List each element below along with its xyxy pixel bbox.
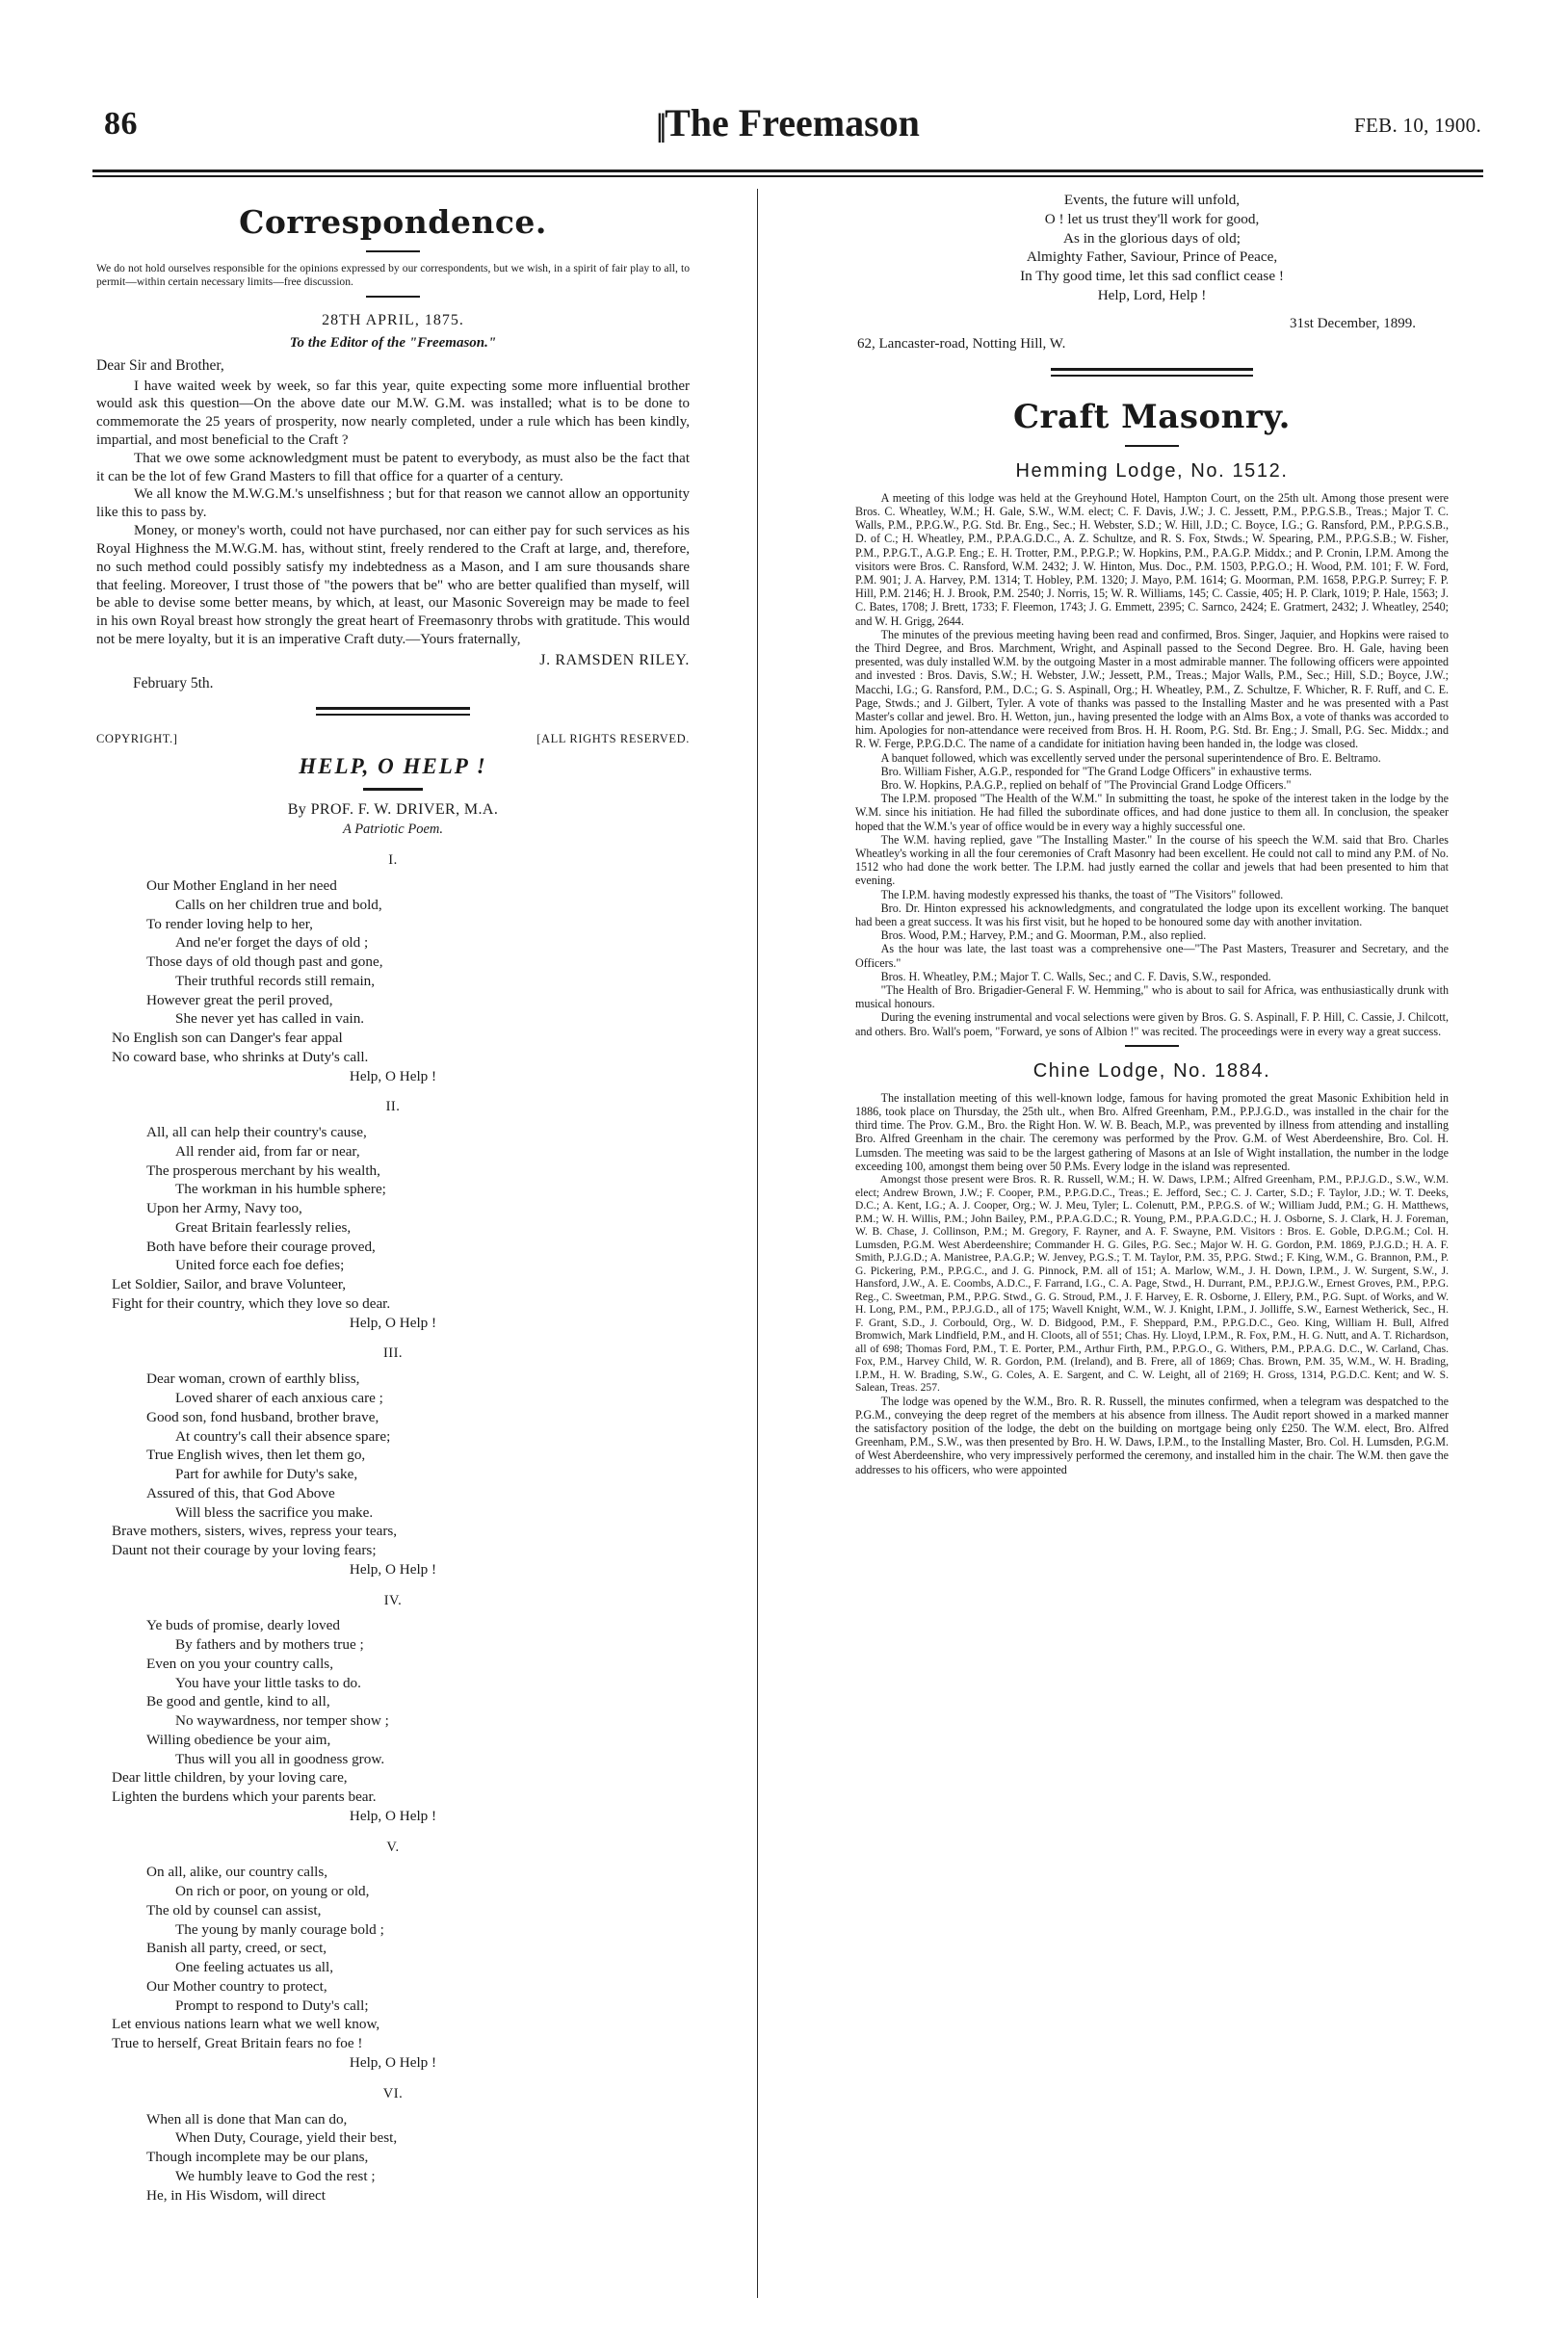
stanza [96,1370,690,1579]
poem-title-rule [363,788,423,791]
stanza-line: On all, alike, our country calls, [146,1864,328,1881]
stanza-line: Daunt not their courage by your loving fears; [112,1542,377,1559]
stanza-line: Willing obedience be your aim, [146,1731,331,1748]
correspondence-heading: Correspondence. [239,203,547,241]
stanza-line: Our Mother England in her need [146,877,337,895]
letter-salutation: Dear Sir and Brother, [96,357,224,375]
stanza [96,1616,690,1825]
stanza-line: At country's call their absence spare; [175,1427,391,1445]
stanza-line: Will bless the sacrifice you make. [175,1503,374,1521]
poem-byline: By PROF. F. W. DRIVER, M.A. [287,800,499,818]
stanza-number: IV. [383,1592,403,1608]
stanza-line: Prompt to respond to Duty's call; [175,1997,369,2014]
lodge-report-paragraph: The lodge was opened by the W.M., Bro. R. R. Russell, the minutes confirmed, when a telegram was despatched to the P.G.M., conveying the deep regret of the members at his absence from illness. The Audit report showed in a marked manner the satisfactory position of the lodge, the debt on the building on mortgage being only £250. The W.M. elect, Bro. Alfred Greenham, P.M., S.W., was then presented by Bro. H. W. Daws, I.P.M., to the Installing Master, Bro. Col. H. Lumsden, P.G.M. of West Aberdeenshire, who very impressively performed the ceremony, and installed him in the chair. The W.M. then gave the addresses to his officers, who were appointed [855,1394,1449,1476]
masthead [92,100,1483,154]
letter-end-rule [316,707,470,716]
stanza-line: Part for awhile for Duty's sake, [175,1466,358,1483]
letter-date: 28TH APRIL, 1875. [322,312,464,329]
stanza-line: We humbly leave to God the rest ; [175,2167,376,2184]
page-number: 86 [104,106,138,142]
stanza-line: The old by counsel can assist, [146,1901,322,1918]
stanza-refrain: Help, O Help ! [349,1067,437,1084]
stanza-line: The young by manly courage bold ; [175,1920,384,1938]
stanza-line: To render loving help to her, [146,915,313,932]
letter-signature: J. RAMSDEN RILEY. [539,651,690,668]
title-text: The Freemason [665,101,920,144]
editorial-disclaimer: We do not hold ourselves responsible for the opinions expressed by our correspondents, but we wish, in a spirit of fair play to all, to permit—within certain necessary limits—free discussion. [96,261,690,289]
craft-heading-rule [1125,445,1179,447]
stanza-line: When Duty, Courage, yield their best, [175,2129,398,2147]
stanza-line: Fight for their country, which they love so dear. [112,1294,391,1312]
stanza-line: Ye buds of promise, dearly loved [146,1617,340,1634]
copyright-notice: COPYRIGHT.] [96,731,178,745]
stanza-refrain: Help, O Help ! [349,1314,437,1331]
stanza-line: No waywardness, nor temper show ; [175,1712,389,1730]
stanza-line: True to herself, Great Britain fears no foe ! [112,2035,363,2052]
stanza-line: Their truthful records still remain, [175,972,376,989]
lodge-report-paragraph: The I.P.M. proposed "The Health of the W.M." In submitting the toast, he spoke of the interest taken in the lodge by the W.M. since his initiation. He had filled the subordinate offices, and had done justice to them all. In conclusion, the speaker hoped that the W.M.'s year of office would be in every way a highly successful one. [855,792,1449,833]
stanza-line: Our Mother country to protect, [146,1977,327,1995]
left-column [96,189,690,2205]
stanza-line: He, in His Wisdom, will direct [146,2186,326,2204]
stanza-number: V. [386,1839,400,1855]
rights-notice: [ALL RIGHTS RESERVED. [536,731,690,745]
stanza-line: However great the peril proved, [146,991,333,1008]
stanza [96,1123,690,1332]
stanza-line: Good son, fond husband, brother brave, [146,1408,379,1425]
letter-paragraph: Money, or money's worth, could not have purchased, nor can either pay for such services as his Royal Highness the M.W.G.M. has, without stint, freely rendered to the Craft at large, and, therefore, no such method could possibly satisfy my indebtedness as a Mason, and I am sure thousands share that feeling. Moreover, I trust those of "the powers that be" who are better qualified than myself, will be able to devise some better means, by which, at least, our Masonic Sovereign may be made to feel in his own Royal breast how strongly the great heart of Freemasonry throbs with gratitude. This would not be mere loyalty, but it is an imperative Craft duty.—Yours fraternally, [96,523,690,647]
lodge-report-paragraph: Bro. Dr. Hinton expressed his acknowledgments, and congratulated the lodge upon its excellent working. The banquet had been a great success. It was his first visit, but he hoped to be honoured some day with another invitation. [855,900,1449,928]
stanza-line: Though incomplete may be our plans, [146,2149,369,2166]
lodge-report-paragraph: Amongst those present were Bros. R. R. Russell, W.M.; H. W. Daws, I.P.M.; Alfred Greenham, P.M., P.P.J.G.D., S.W., W.M. elect; Andrew Brown, J.W.; F. Cooper, P.M., P.P.G.D.C., Treas.; E. Jefford, Sec.; C. J. Carter, S.D.; F. Taylor, J.D.; W. T. Deeks, D.C.; A. Kent, I.G.; A. J. Cooper, Org.; W. J. Meu, Tyler; L. Colenutt, P.M., P.P.G.S. of W.; William Judd, P.M.; G. H. Matthews, P.M.; W. H. Willis, P.M.; John Bailey, P.M., P.P.A.G.D.C.; R. Young, P.M., P.P.A.G.D.C.; H. J. Osborne, S. J. Clark, H. J. Foreman, W. B. Chase, J. Collinson, P.M.; M. Gregory, F. Rayner, and A. F. Swayne, P.M. Visitors : Bros. E. Goble, D.P.G.M.; Col. H. Lumsden, P.G.M. West Aberdeenshire; Commander H. G. Giles, P.G. Sec.; Major W. H. G. Gordon, P.M. 1869, P.J.G.D.; H. A. F. Smith, P.J.G.D.; A. Manistree, P.A.G.P.; W. Jenvey, P.G.S.; T. M. Taylor, P.M. 35, P.P.G. Stwd.; F. King, W.M., G. Brannon, P.M., P. G. Pickering, P.M., P.P.G.C., and J. G. Pinnock, P.M. all of 151; A. Marlow, W.M., J. H. Down, I.P.M., J. W. Surgent, S.W., J. Hansford, J.W., A. E. Coombs, A.D.C., F. Farrand, I.G., C. A. Page, Stwd., H. Durrant, P.M., P.P.J.G.W., Ernest Groves, P.M., P.P.G. Reg., C. Sweetman, P.M., P.P.G. Stwd., G. G. Stroud, P.M., J. F. Harvey, E. R. Osborne, J. Ellery, P.M., P.G. Supt. of Works, and W. H. Long, P.M., P.M., P.P.J.G.D., all of 175; Wavell Knight, W.M., W. J. Knight, I.P.M., J. Jolliffe, S.W., Earnest Wetherick, Sec., H. F. Grant, S.D., J. Corbould, Org., W. D. Bidgood, P.M., F. Sheppard, P.M., P.P.G.D.C., Geo. King, William H. Bull, Alfred Bromwich, Mark Lindfield, P.M., and H. Cloots, all of 551; Chas. Hy. Lloyd, I.P.M., R. Fox, P.M., H. G. Nutt, and A. T. Richardson, all of 698; Thomas Ford, P.M., T. E. Porter, P.M., Arthur Firth, P.M., P.P.G.O., G. Withers, P.M., P.P.A.G. D.C., W. Carland, Chas. Fox, P.M., Harvey Child, W. R. Gordon, P.M. (Ireland), and B. Frere, all of 1869; Chas. Brown, P.M. 35, W.M., W. H. Brading, I.P.M., H. W. Brading, S.W., G. Coles, A. E. Sargent, and C. W. Leight, all of 2169; H. Gross, 1314, P.G.D.C. Kent; and W. S. Salean, Treas. 257. [855,1173,1449,1395]
poem-line: As in the glorious days of old; [1063,229,1241,247]
letter-sign-date: February 5th. [133,674,214,692]
title-bar-glyph: || [656,108,664,144]
lodge-report-paragraph: A meeting of this lodge was held at the Greyhound Hotel, Hampton Court, on the 25th ult. Among those present were Bros. C. Wheatley, W.M.; H. Gale, S.W., W.M. elect; C. F. Davis, J.W.; J. C. Jessett, P.M., P.P.G.S.B., Treas.; Major T. C. Walls, P.M., P.P.G.W., P.G. Std. Br. Eng., Sec.; H. Webster, S.D.; W. Hill, J.D.; C. Boyce, I.G.; G. Ransford, P.M., P.P.G.S.B., D. of C.; H. Wheatley, P.M., P.P.A.G.D.C., A. Z. Schultze, and R. S. Fox, Stwds.; W. Spearing, P.M., P.P.G.S.B.; W. Fisher, P.M., P.P.G.T., A.G.P. Eng.; E. H. Trotter, P.M., P.P.G.P.; W. Hopkins, P.M., P.A.G.P. Middx.; and P. Cronin, I.P.M. Among the visitors were Bros. C. Ransford, W.M. 2432; J. W. Hinton, Mus. Doc., P.M. 1503, P.P.G.O.; H. Wood, P.M. 101; F. W. Ford, P.M. 901; J. A. Harvey, P.M. 1314; T. Hobley, P.M. 1320; J. Mayo, P.M. 1614; G. Moorman, P.M. 1658, P.P.G.P. Surrey; F. P. Hill, P.M. 2146; H. J. Brook, P.M. 2540; J. Norris, 15; W. R. Williams, 145; C. Cassie, 405; H. P. Clark, 1019; P. Hale, 1563; J. C. Bates, 1708; J. Brett, 1733; F. Fleemon, 1743; J. G. Emmett, 2395; C. Sarnco, 2424; E. Gratmert, 2432; J. Wheatley, 2540; and W. H. Grigg, 2644. [855,490,1449,628]
lodge-heading: Chine Lodge, No. 1884. [1032,1059,1271,1082]
stanza-line: Banish all party, creed, or sect, [146,1940,327,1957]
poem-address: 62, Lancaster-road, Notting Hill, W. [857,336,1066,352]
stanza-line: You have your little tasks to do. [175,1674,361,1691]
poem-subtitle: A Patriotic Poem. [342,822,444,838]
stanza [96,2110,690,2205]
poem-line: Almighty Father, Saviour, Prince of Peace, [1026,248,1278,266]
stanza-line: And ne'er forget the days of old ; [175,934,369,952]
publication-title [92,100,1483,145]
stanza-line: Both have before their courage proved, [146,1238,376,1255]
lodge-report-paragraph: Bro. William Fisher, A.G.P., responded for "The Grand Lodge Officers" in exhaustive terms. [880,764,1313,778]
craft-section-rule [1051,368,1253,377]
stanza-line: True English wives, then let them go, [146,1447,366,1464]
lodge-reports [855,458,1449,1476]
stanza-line: Calls on her children true and bold, [175,896,382,913]
lodge-report-paragraph: The W.M. having replied, gave "The Installing Master." In the course of his speech the W.M. said that Bro. Charles Wheatley's working in all the four ceremonies of Craft Masonry had been excellent. He could not call to mind any P.M. of No. 1512 who had done the work better. The I.P.M. had justly earned the collar and jewels that had been presented to him that evening. [855,832,1449,888]
stanza-line: Let envious nations learn what we well know, [112,2016,380,2033]
poem-line: Events, the future will unfold, [1063,192,1241,208]
issue-date: FEB. 10, 1900. [1354,114,1481,137]
stanza-line: Loved sharer of each anxious care ; [175,1390,383,1407]
stanza-line: All render aid, from far or near, [175,1142,360,1160]
stanza-line: Thus will you all in goodness grow. [175,1750,385,1767]
stanza-line: One feeling actuates us all, [175,1959,334,1976]
stanza-line: All, all can help their country's cause, [146,1124,367,1141]
stanza-number: I. [388,852,398,869]
poem-date: 31st December, 1899. [1289,315,1416,331]
lodge-report-paragraph: Bro. W. Hopkins, P.A.G.P., replied on behalf of "The Provincial Grand Lodge Officers." [880,777,1292,792]
letter-addressee: To the Editor of the "Freemason." [289,334,497,351]
stanza-line: Upon her Army, Navy too, [146,1200,302,1217]
lodge-heading: Hemming Lodge, No. 1512. [1015,459,1289,482]
poem-continuation [855,191,1449,305]
lodge-report-paragraph: The installation meeting of this well-known lodge, famous for having promoted the great Masonic Exhibition held in 1886, took place on Thursday, the 25th ult., when Bro. Alfred Greenham, P.M., P.P.J.G.D., was installed in the chair for the third time. The Prov. G.M., Bro. the Right Hon. W. W. B. Beach, M.P., was prevented by illness from attending and installing Bro. Alfred Greenham in the chair. The ceremony was performed by the Prov. G.M. of West Aberdeenshire, Bro. Col. H. Lumsden. The meeting was said to be the largest gathering of Masons at an Isle of Wight installation, the number in the lodge exceeding 100, amongst them being over 50 P.Ms. Every lodge in the island was represented. [855,1090,1449,1173]
stanza-line: Even on you your country calls, [146,1655,334,1672]
stanza-line: United force each foe defies; [175,1257,345,1274]
right-column [855,189,1449,1476]
stanza-line: Brave mothers, sisters, wives, repress your tears, [112,1523,398,1540]
lodge-report-paragraph: The minutes of the previous meeting having been read and confirmed, Bros. Singer, Jaquier, and Hopkins were raised to the Third Degree, and Bros. Marchment, Wright, and Aspinall passed to the Second Degree. Bro. H. Gale, having been presented, was duly installed W.M. by the outgoing Master in a most admirable manner. The following officers were appointed and invested : Bros. Davis, S.W.; H. Webster, J.W.; Jessett, P.M., Treas.; Major Walls, P.M., Sec.; Hill, S.D.; Boyce, J.W.; Macchi, I.G.; G. Ransford, P.M., D.C.; G. S. Aspinall, Org.; H. Wheatley, P.M., Z. Schultze, F. Whicher, R. F. Ruff, and C. E. Page, Stwds.; and J. Gilbert, Tyler. A vote of thanks was passed to the Installing Master and he was presented with a Past Master's collar and jewel. Bro. H. Wetton, jun., having presented the lodge with an Alms Box, a vote of thanks was accorded to him. Apologies for non-attendance were received from Bros. H. H. Room, P.G. Std. Br. Eng.; J. Small, P.G. Sec. Middx.; and R. W. Ferge, P.P.G.D.C. The name of a candidate for initiation having been handed in, the lodge was closed. [855,627,1449,751]
copyright-bar [96,731,690,750]
lodge-report-paragraph: A banquet followed, which was excellently served under the personal superintendence of Bro. E. Beltramo. [880,750,1381,765]
lodge-report-paragraph: "The Health of Bro. Brigadier-General F. W. Hemming," who is about to sail for Africa, was enthusiastically drunk with musical honours. [855,983,1449,1011]
poem-stanzas [96,851,690,2205]
stanza-number: II. [385,1099,401,1115]
disclaimer-rule [366,296,420,298]
stanza-line: The prosperous merchant by his wealth, [146,1161,380,1179]
stanza-line: Let Soldier, Sailor, and brave Volunteer, [112,1276,347,1293]
stanza-line: Lighten the burdens which your parents bear. [112,1788,377,1806]
letter-paragraph: I have waited week by week, so far this year, quite expecting some more influential brother would ask this question—On the above date our M.W. G.M. was installed; what is to be done to commemorate the 25 years of prosperity, now nearly completed, under a rule which has been kindly, impartial, and most beneficial to the Craft ? [96,378,690,449]
lodge-report-paragraph: During the evening instrumental and vocal selections were given by Bros. G. S. Aspinall, F. P. Hill, C. Cassie, J. Chilcott, and others. Bro. Wall's poem, "Forward, ye sons of Albion !" was recited. The proceedings were in every way a great success. [855,1010,1449,1038]
stanza-line: Great Britain fearlessly relies, [175,1218,352,1236]
stanza-line: Those days of old though past and gone, [146,953,383,971]
poem-title: HELP, O HELP ! [299,753,487,778]
poem-line: O ! let us trust they'll work for good, [1044,210,1260,227]
stanza-number: VI. [382,2085,404,2101]
stanza-line: On rich or poor, on young or old, [175,1883,370,1900]
lodge-divider-rule [1125,1045,1179,1047]
stanza [96,876,690,1085]
poem-line: Help, Lord, Help ! [1097,286,1207,303]
stanza-line: She never yet has called in vain. [175,1010,365,1028]
stanza-line: Assured of this, that God Above [146,1484,335,1501]
letter-paragraph: We all know the M.W.G.M.'s unselfishness ; but for that reason we cannot allow an opportunity like this to pass by. [96,486,690,521]
stanza-line: When all is done that Man can do, [146,2110,348,2127]
stanza [96,1863,690,2072]
stanza-line: Dear little children, by your loving care, [112,1769,348,1787]
stanza-line: Be good and gentle, kind to all, [146,1693,330,1710]
column-divider [757,189,758,2298]
stanza-refrain: Help, O Help ! [349,2053,437,2071]
stanza-line: Dear woman, crown of earthly bliss, [146,1370,360,1388]
lodge-report-paragraph: As the hour was late, the last toast was a comprehensive one—"The Past Masters, Treasurer and Secretary, and the Officers." [855,942,1449,970]
stanza-number: III. [382,1345,404,1362]
stanza-line: By fathers and by mothers true ; [175,1636,364,1654]
stanza-refrain: Help, O Help ! [349,1560,437,1578]
stanza-line: No coward base, who shrinks at Duty's call. [112,1048,369,1065]
lodge-report-paragraph: Bros. H. Wheatley, P.M.; Major T. C. Walls, Sec.; and C. F. Davis, S.W., responded. [880,969,1271,983]
craft-masonry-heading: Craft Masonry. [1013,397,1291,436]
masthead-rule [92,170,1483,177]
lodge-report-paragraph: The I.P.M. having modestly expressed his thanks, the toast of "The Visitors" followed. [880,887,1284,901]
lodge-report-paragraph: Bros. Wood, P.M.; Harvey, P.M.; and G. Moorman, P.M., also replied. [880,928,1207,943]
stanza-line: The workman in his humble sphere; [175,1181,386,1198]
stanza-refrain: Help, O Help ! [349,1807,437,1824]
poem-line: In Thy good time, let this sad conflict cease ! [1020,268,1284,284]
stanza-line: No English son can Danger's fear appal [112,1030,343,1047]
letter-paragraph: That we owe some acknowledgment must be patent to everybody, as must also be the fact that it can be the lot of few Grand Masters to fill that office for a quarter of a century. [96,450,690,484]
heading-rule [366,250,420,252]
